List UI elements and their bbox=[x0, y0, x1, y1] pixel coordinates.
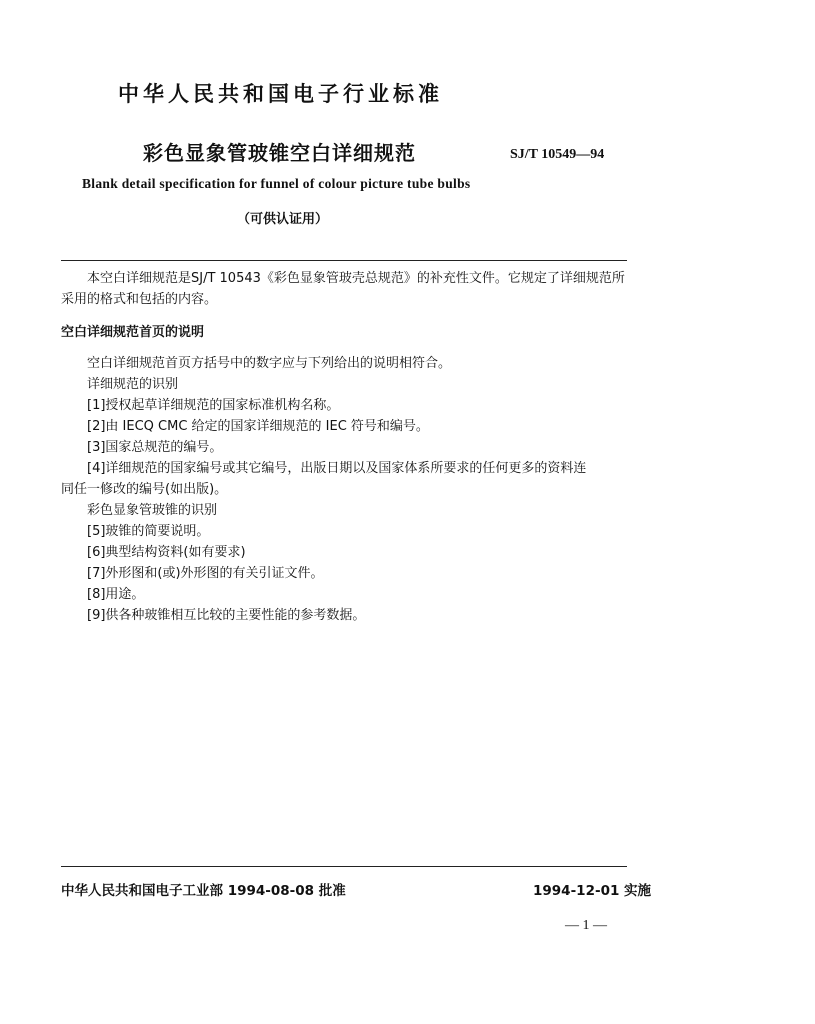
list-item: [1]授权起草详细规范的国家标准机构名称。 bbox=[87, 398, 340, 413]
list-item-continuation: 同任一修改的编号(如出版)。 bbox=[61, 482, 228, 497]
list-item: 空白详细规范首页方括号中的数字应与下列给出的说明相符合。 bbox=[87, 356, 452, 371]
certification-note: （可供认证用） bbox=[237, 212, 329, 227]
instructions-list bbox=[61, 353, 627, 626]
list-item: 详细规范的识别 bbox=[87, 377, 179, 392]
list-item: [9]供各种玻锥相互比较的主要性能的参考数据。 bbox=[87, 608, 366, 623]
list-item: [4]详细规范的国家编号或其它编号，出版日期以及国家体系所要求的任何更多的资料连 bbox=[87, 461, 587, 476]
intro-paragraph: 本空白详细规范是SJ/T 10543《彩色显象管玻壳总规范》的补充性文件。它规定了详细规范所采用的格式和包括的内容。 bbox=[61, 271, 625, 307]
list-item: [2]由 IECQ CMC 给定的国家详细规范的 IEC 符号和编号。 bbox=[87, 419, 429, 434]
list-item: [3]国家总规范的编号。 bbox=[87, 440, 223, 455]
standard-code: SJ/T 10549—94 bbox=[510, 147, 605, 162]
list-item: 彩色显象管玻锥的识别 bbox=[87, 503, 218, 518]
list-item: [5]玻锥的简要说明。 bbox=[87, 524, 210, 539]
document-title-en: Blank detail specification for funnel of colour picture tube bulbs bbox=[82, 176, 471, 191]
list-item: [7]外形图和(或)外形图的有关引证文件。 bbox=[87, 566, 324, 581]
section-heading: 空白详细规范首页的说明 bbox=[61, 325, 205, 340]
footer-divider bbox=[61, 866, 627, 867]
approval-line: 中华人民共和国电子工业部 1994-08-08 批准 bbox=[61, 883, 346, 899]
header-divider bbox=[61, 260, 627, 261]
standard-issuer-title: 中华人民共和国电子行业标准 bbox=[118, 82, 443, 106]
list-item: [6]典型结构资料(如有要求) bbox=[87, 545, 246, 560]
list-item: [8]用途。 bbox=[87, 587, 145, 602]
document-title-cn: 彩色显象管玻锥空白详细规范 bbox=[143, 141, 416, 165]
implementation-date: 1994-12-01 实施 bbox=[533, 883, 652, 899]
page-number: — 1 — bbox=[565, 918, 607, 933]
